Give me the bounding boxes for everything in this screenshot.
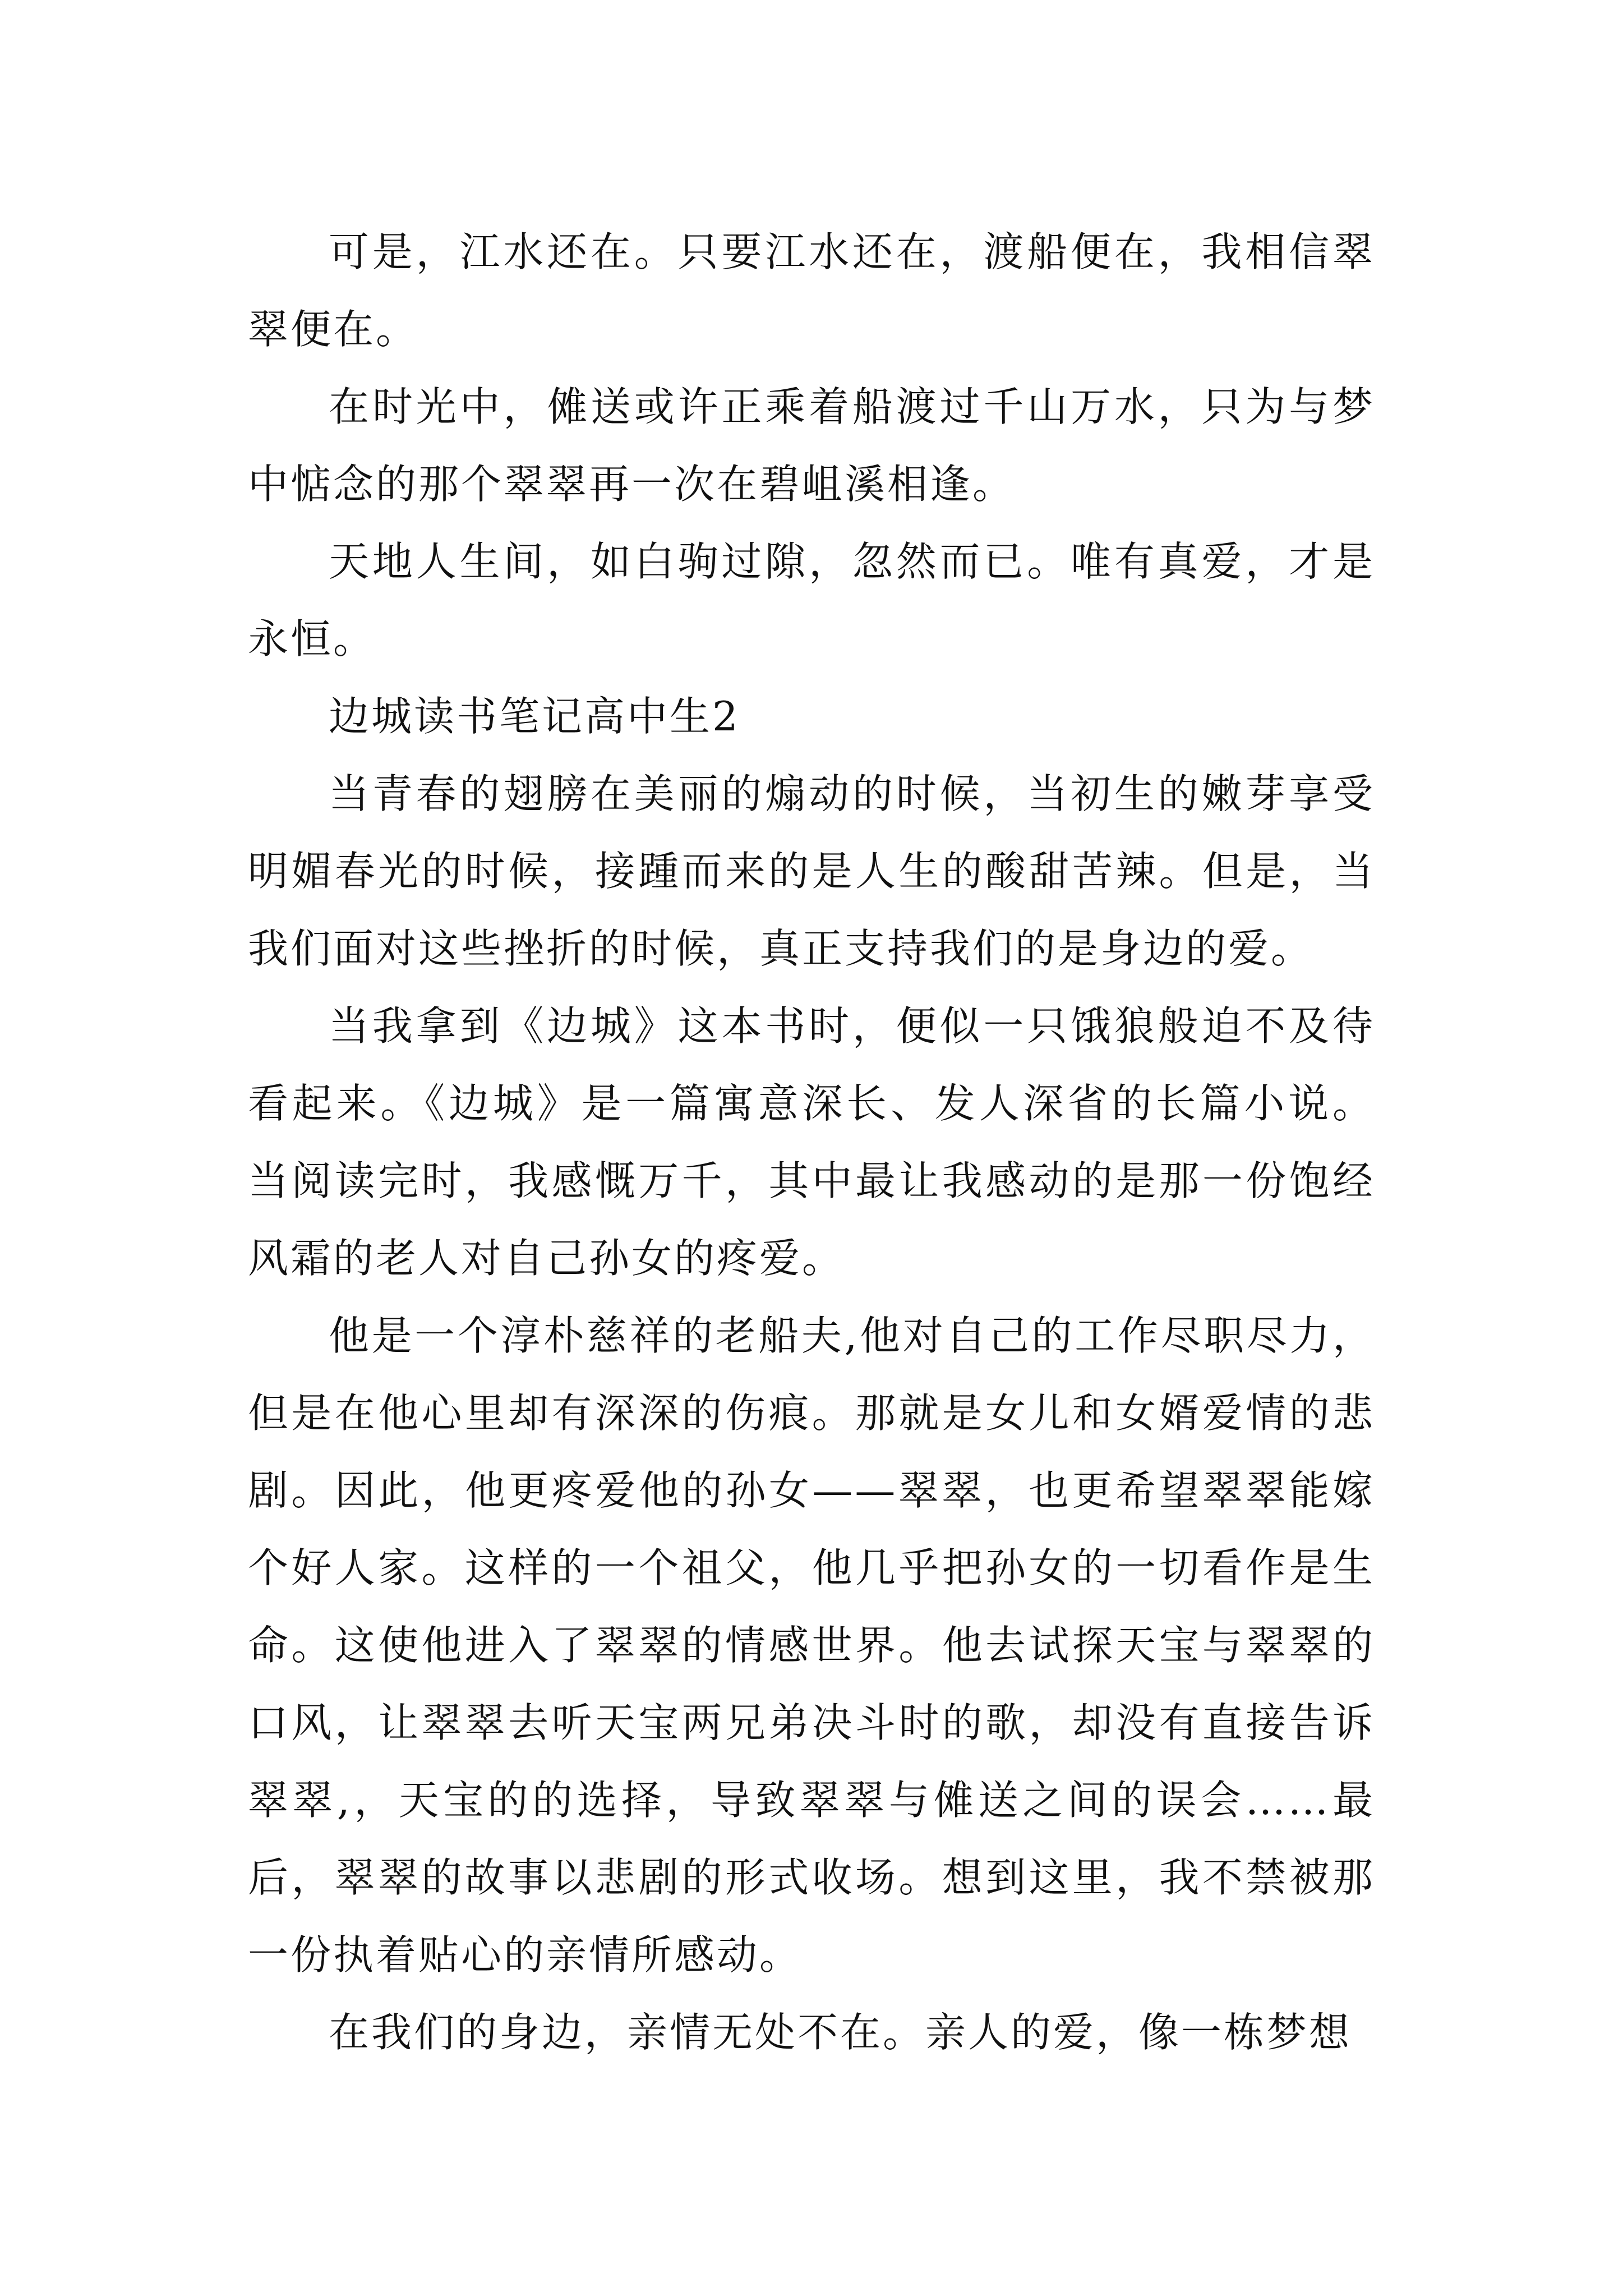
paragraph-5: 当青春的翅膀在美丽的煽动的时候，当初生的嫩芽享受明媚春光的时候，接踵而来的是人生的酸甜苦辣。但是，当我们面对这些挫折的时候，真正支持我们的是身边的爱。 <box>248 770 1375 972</box>
paragraph-3: 天地人生间，如白驹过隙，忽然而已。唯有真爱，才是永恒。 <box>248 538 1375 662</box>
paragraph-7: 他是一个淳朴慈祥的老船夫,他对自己的工作尽职尽力，但是在他心里却有深深的伤痕。那就是女儿和女婿爱情的悲剧。因此，他更疼爱他的孙女——翠翠，也更希望翠翠能嫁个好人家。这样的一个祖父，他几乎把孙女的一切看作是生命。这使他进入了翠翠的情感世界。他去试探天宝与翠翠的口风，让翠翠去听天宝两兄弟决斗时的歌，却没有直接告诉翠翠,，天宝的的选择，导致翠翠与傩送之间的误会……最后，翠翠的故事以悲剧的形式收场。想到这里，我不禁被那一份执着贴心的亲情所感动。 <box>248 1312 1375 1978</box>
paragraph-1: 可是，江水还在。只要江水还在，渡船便在，我相信翠翠便在。 <box>248 228 1375 353</box>
paragraph-8: 在我们的身边，亲情无处不在。亲人的爱，像一栋梦想 <box>329 2009 1352 2056</box>
paragraph-2: 在时光中，傩送或许正乘着船渡过千山万水，只为与梦中惦念的那个翠翠再一次在碧岨溪相逢。 <box>248 383 1375 508</box>
paragraph-6: 当我拿到《边城》这本书时，便似一只饿狼般迫不及待看起来。《边城》是一篇寓意深长、发人深省的长篇小说。当阅读完时，我感慨万千，其中最让我感动的是那一份饱经风霜的老人对自己孙女的疼爱。 <box>248 1002 1375 1282</box>
body-text <box>248 213 1375 2071</box>
section-heading: 边城读书笔记高中生2 <box>329 693 740 740</box>
